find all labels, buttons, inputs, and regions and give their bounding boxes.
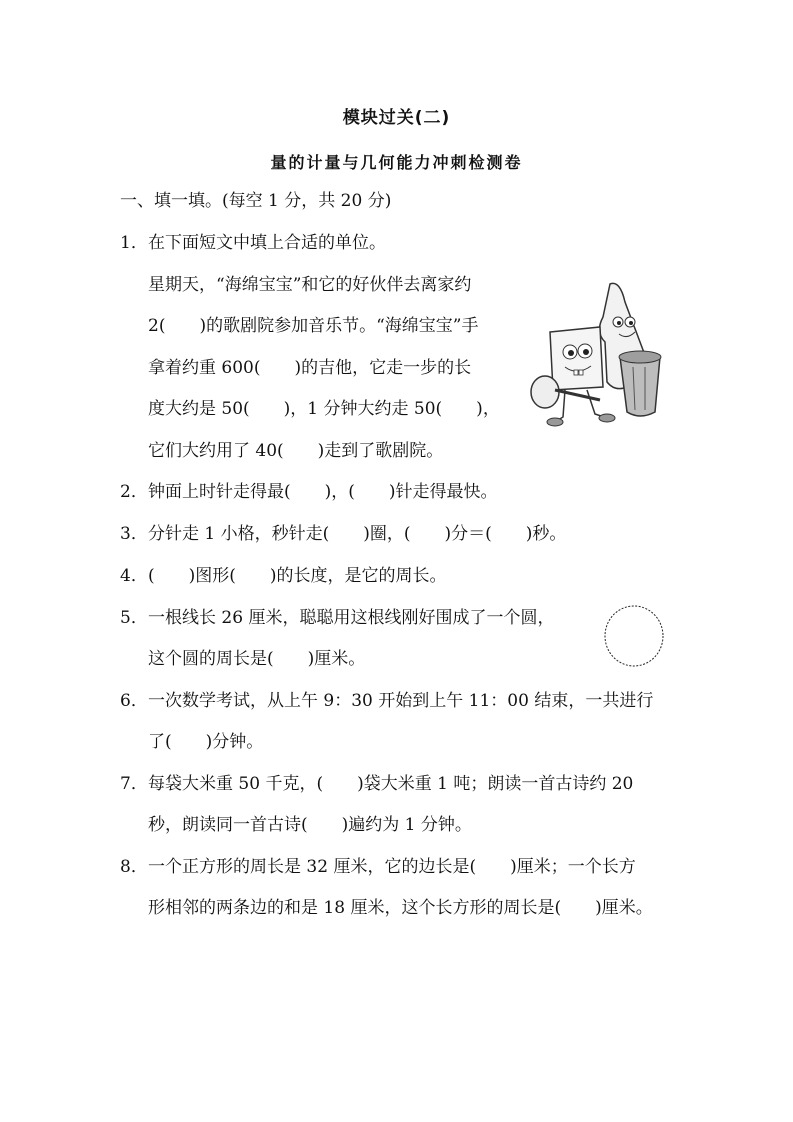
question-text: 这个圆的周长是( )厘米。 [148, 649, 366, 669]
question-text: ( )图形( )的长度，是它的周长。 [148, 566, 447, 586]
question-text: 度大约是 50( )，1 分钟大约走 50( )， [148, 399, 500, 419]
question-3 [120, 524, 566, 544]
question-text: 每袋大米重 50 千克，( )袋大米重 1 吨；朗读一首古诗约 20 [148, 774, 634, 794]
question-text: 形相邻的两条边的和是 18 厘米，这个长方形的周长是( )厘米。 [148, 898, 653, 918]
page-subtitle: 量的计量与几何能力冲刺检测卷 [270, 153, 523, 172]
question-number: 8． [120, 857, 148, 877]
question-number: 2． [120, 482, 148, 502]
question-number: 6． [120, 691, 148, 711]
question-text: 一个正方形的周长是 32 厘米，它的边长是( )厘米；一个长方 [148, 857, 636, 877]
question-number: 1． [120, 233, 148, 253]
section-heading: 一、填一填。(每空 1 分，共 20 分) [120, 191, 392, 211]
question-text: 了( )分钟。 [148, 732, 264, 752]
question-text: 它们大约用了 40( )走到了歌剧院。 [148, 441, 444, 461]
question-number: 5． [120, 608, 148, 628]
question-text: 在下面短文中填上合适的单位。 [148, 233, 386, 253]
question-text: 秒，朗读同一首古诗( )遍约为 1 分钟。 [148, 815, 472, 835]
question-2 [120, 482, 498, 502]
dashed-circle [602, 604, 666, 668]
question-text: 钟面上时针走得最( )，( )针走得最快。 [148, 482, 498, 502]
question-number: 7． [120, 774, 148, 794]
question-number: 4． [120, 566, 148, 586]
question-text: 2( )的歌剧院参加音乐节。“海绵宝宝”手 [148, 316, 479, 336]
question-number: 3． [120, 524, 148, 544]
question-text: 拿着约重 600( )的吉他，它走一步的长 [148, 358, 472, 378]
question-text: 星期天，“海绵宝宝”和它的好伙伴去离家约 [148, 275, 472, 295]
page-title: 模块过关(二) [342, 108, 451, 128]
question-text: 一次数学考试，从上午 9：30 开始到上午 11：00 结束，一共进行 [148, 691, 654, 711]
question-4 [120, 566, 447, 586]
question-text: 一根线长 26 厘米，聪聪用这根线刚好围成了一个圆， [148, 608, 555, 628]
question-text: 分针走 1 小格，秒针走( )圈，( )分＝( )秒。 [148, 524, 567, 544]
spongebob-patrick-illustration [515, 272, 670, 432]
